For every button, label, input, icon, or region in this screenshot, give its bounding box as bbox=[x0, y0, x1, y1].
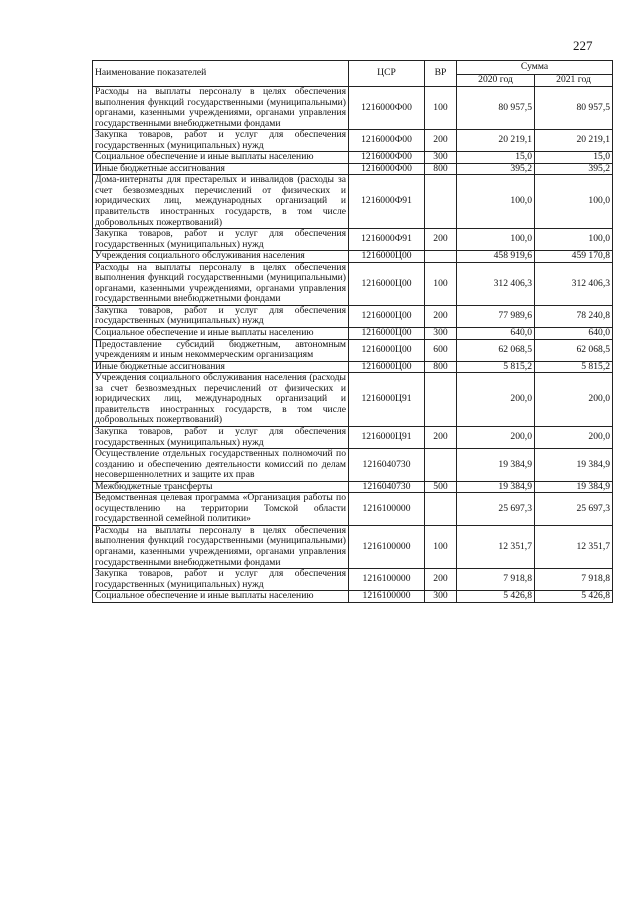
row-sum-2021: 100,0 bbox=[535, 229, 613, 251]
row-vr bbox=[425, 493, 457, 526]
table-row bbox=[93, 163, 613, 175]
table-row bbox=[93, 130, 613, 152]
row-name: Ведомственная целевая программа «Организация работы по осуществлению на территории Томской области государственной семейной политики» bbox=[93, 493, 349, 526]
row-sum-2021: 15,0 bbox=[535, 152, 613, 164]
table-row bbox=[93, 569, 613, 591]
row-name: Закупка товаров, работ и услуг для обеспечения государственных (муниципальных) нужд bbox=[93, 426, 349, 448]
row-vr: 500 bbox=[425, 481, 457, 493]
table-row bbox=[93, 87, 613, 130]
row-csr: 1216000Ф91 bbox=[349, 175, 425, 229]
row-sum-2021: 312 406,3 bbox=[535, 262, 613, 305]
row-name: Закупка товаров, работ и услуг для обеспечения государственных (муниципальных) нужд bbox=[93, 229, 349, 251]
row-name: Расходы на выплаты персоналу в целях обеспечения выполнения функций государственными (муниципальными) органами, казенными учреждениями, органами управления государственными внебюджетными фондами bbox=[93, 525, 349, 568]
row-vr: 200 bbox=[425, 229, 457, 251]
row-vr: 800 bbox=[425, 361, 457, 373]
row-sum-2020: 5 815,2 bbox=[457, 361, 535, 373]
row-vr: 100 bbox=[425, 525, 457, 568]
row-name: Закупка товаров, работ и услуг для обеспечения государственных (муниципальных) нужд bbox=[93, 305, 349, 327]
row-csr: 1216000Ц00 bbox=[349, 339, 425, 361]
row-csr: 1216000Ц00 bbox=[349, 328, 425, 340]
row-sum-2021: 5 426,8 bbox=[535, 591, 613, 603]
table-row bbox=[93, 449, 613, 482]
row-vr bbox=[425, 449, 457, 482]
row-csr: 1216000Ф91 bbox=[349, 229, 425, 251]
row-vr: 300 bbox=[425, 152, 457, 164]
row-vr: 800 bbox=[425, 163, 457, 175]
row-name: Предоставление субсидий бюджетным, автономным учреждениям и иным некоммерческим организациям bbox=[93, 339, 349, 361]
table-row bbox=[93, 493, 613, 526]
row-csr: 1216000Ц91 bbox=[349, 426, 425, 448]
row-name: Социальное обеспечение и иные выплаты населению bbox=[93, 328, 349, 340]
row-sum-2020: 100,0 bbox=[457, 229, 535, 251]
row-name: Иные бюджетные ассигнования bbox=[93, 163, 349, 175]
row-sum-2020: 100,0 bbox=[457, 175, 535, 229]
row-sum-2020: 19 384,9 bbox=[457, 449, 535, 482]
row-name: Социальное обеспечение и иные выплаты населению bbox=[93, 152, 349, 164]
table-row bbox=[93, 481, 613, 493]
row-csr: 1216000Ц00 bbox=[349, 262, 425, 305]
table-body bbox=[93, 87, 613, 603]
row-sum-2020: 62 068,5 bbox=[457, 339, 535, 361]
table-row bbox=[93, 328, 613, 340]
row-sum-2021: 200,0 bbox=[535, 426, 613, 448]
row-name: Закупка товаров, работ и услуг для обеспечения государственных (муниципальных) нужд bbox=[93, 569, 349, 591]
row-sum-2020: 312 406,3 bbox=[457, 262, 535, 305]
row-vr: 300 bbox=[425, 328, 457, 340]
row-csr: 1216100000 bbox=[349, 493, 425, 526]
row-sum-2020: 640,0 bbox=[457, 328, 535, 340]
row-sum-2021: 7 918,8 bbox=[535, 569, 613, 591]
header-year-2020: 2020 год bbox=[457, 75, 535, 87]
row-vr: 200 bbox=[425, 569, 457, 591]
table-row bbox=[93, 152, 613, 164]
header-vr: ВР bbox=[425, 61, 457, 87]
row-sum-2021: 20 219,1 bbox=[535, 130, 613, 152]
row-name: Осуществление отдельных государственных полномочий по созданию и обеспечению деятельности комиссий по делам несовершеннолетних и защите их прав bbox=[93, 449, 349, 482]
row-csr: 1216000Ц91 bbox=[349, 373, 425, 427]
row-vr: 200 bbox=[425, 305, 457, 327]
row-vr: 100 bbox=[425, 262, 457, 305]
row-sum-2020: 395,2 bbox=[457, 163, 535, 175]
row-name: Межбюджетные трансферты bbox=[93, 481, 349, 493]
budget-table bbox=[92, 60, 613, 603]
row-csr: 1216000Ц00 bbox=[349, 361, 425, 373]
row-vr: 300 bbox=[425, 591, 457, 603]
row-sum-2020: 77 989,6 bbox=[457, 305, 535, 327]
row-sum-2020: 200,0 bbox=[457, 426, 535, 448]
row-csr: 1216000Ф00 bbox=[349, 152, 425, 164]
row-name: Иные бюджетные ассигнования bbox=[93, 361, 349, 373]
table-row bbox=[93, 175, 613, 229]
row-vr bbox=[425, 251, 457, 263]
row-sum-2020: 19 384,9 bbox=[457, 481, 535, 493]
row-vr: 100 bbox=[425, 87, 457, 130]
row-name: Расходы на выплаты персоналу в целях обеспечения выполнения функций государственными (муниципальными) органами, казенными учреждениями, органами управления государственными внебюджетными фондами bbox=[93, 262, 349, 305]
header-year-2021: 2021 год bbox=[535, 75, 613, 87]
table-row bbox=[93, 305, 613, 327]
row-sum-2020: 20 219,1 bbox=[457, 130, 535, 152]
row-sum-2020: 5 426,8 bbox=[457, 591, 535, 603]
row-sum-2020: 200,0 bbox=[457, 373, 535, 427]
table-row bbox=[93, 262, 613, 305]
table-row bbox=[93, 229, 613, 251]
row-sum-2020: 25 697,3 bbox=[457, 493, 535, 526]
row-sum-2020: 12 351,7 bbox=[457, 525, 535, 568]
table-header bbox=[93, 61, 613, 87]
row-vr: 600 bbox=[425, 339, 457, 361]
row-csr: 1216000Ф00 bbox=[349, 87, 425, 130]
row-sum-2021: 100,0 bbox=[535, 175, 613, 229]
row-sum-2020: 7 918,8 bbox=[457, 569, 535, 591]
page-number: 227 bbox=[573, 38, 593, 53]
table-row bbox=[93, 591, 613, 603]
row-name: Закупка товаров, работ и услуг для обеспечения государственных (муниципальных) нужд bbox=[93, 130, 349, 152]
row-sum-2021: 19 384,9 bbox=[535, 481, 613, 493]
row-vr bbox=[425, 373, 457, 427]
row-csr: 1216100000 bbox=[349, 525, 425, 568]
row-vr: 200 bbox=[425, 426, 457, 448]
row-sum-2021: 5 815,2 bbox=[535, 361, 613, 373]
row-csr: 1216000Ф00 bbox=[349, 163, 425, 175]
table-row bbox=[93, 373, 613, 427]
header-csr: ЦСР bbox=[349, 61, 425, 87]
row-csr: 1216000Ц00 bbox=[349, 251, 425, 263]
row-sum-2021: 640,0 bbox=[535, 328, 613, 340]
row-name: Социальное обеспечение и иные выплаты населению bbox=[93, 591, 349, 603]
row-sum-2021: 78 240,8 bbox=[535, 305, 613, 327]
row-name: Дома-интернаты для престарелых и инвалидов (расходы за счет безвозмездных перечислений от физических и юридических лиц, международных организаций и правительств иностранных государств, в том числе добровольных пожертвований) bbox=[93, 175, 349, 229]
table-row bbox=[93, 361, 613, 373]
row-sum-2020: 15,0 bbox=[457, 152, 535, 164]
table-row bbox=[93, 426, 613, 448]
row-vr bbox=[425, 175, 457, 229]
row-csr: 1216100000 bbox=[349, 591, 425, 603]
row-name: Учреждения социального обслуживания населения bbox=[93, 251, 349, 263]
row-sum-2021: 62 068,5 bbox=[535, 339, 613, 361]
row-sum-2021: 25 697,3 bbox=[535, 493, 613, 526]
row-vr: 200 bbox=[425, 130, 457, 152]
row-csr: 1216000Ц00 bbox=[349, 305, 425, 327]
row-name: Расходы на выплаты персоналу в целях обеспечения выполнения функций государственными (муниципальными) органами, казенными учреждениями, органами управления государственными внебюджетными фондами bbox=[93, 87, 349, 130]
header-sum: Сумма bbox=[457, 61, 613, 75]
row-sum-2020: 80 957,5 bbox=[457, 87, 535, 130]
table-row bbox=[93, 339, 613, 361]
row-csr: 1216040730 bbox=[349, 481, 425, 493]
row-sum-2021: 19 384,9 bbox=[535, 449, 613, 482]
row-name: Учреждения социального обслуживания населения (расходы за счет безвозмездных перечислений от физических и юридических лиц, международных организаций и правительств иностранных государств, в том числе добровольных пожертвований) bbox=[93, 373, 349, 427]
table-row bbox=[93, 251, 613, 263]
row-csr: 1216040730 bbox=[349, 449, 425, 482]
table-row bbox=[93, 525, 613, 568]
row-csr: 1216000Ф00 bbox=[349, 130, 425, 152]
row-csr: 1216100000 bbox=[349, 569, 425, 591]
row-sum-2021: 459 170,8 bbox=[535, 251, 613, 263]
row-sum-2021: 395,2 bbox=[535, 163, 613, 175]
row-sum-2021: 80 957,5 bbox=[535, 87, 613, 130]
row-sum-2020: 458 919,6 bbox=[457, 251, 535, 263]
header-name: Наименование показателей bbox=[93, 61, 349, 87]
row-sum-2021: 200,0 bbox=[535, 373, 613, 427]
row-sum-2021: 12 351,7 bbox=[535, 525, 613, 568]
